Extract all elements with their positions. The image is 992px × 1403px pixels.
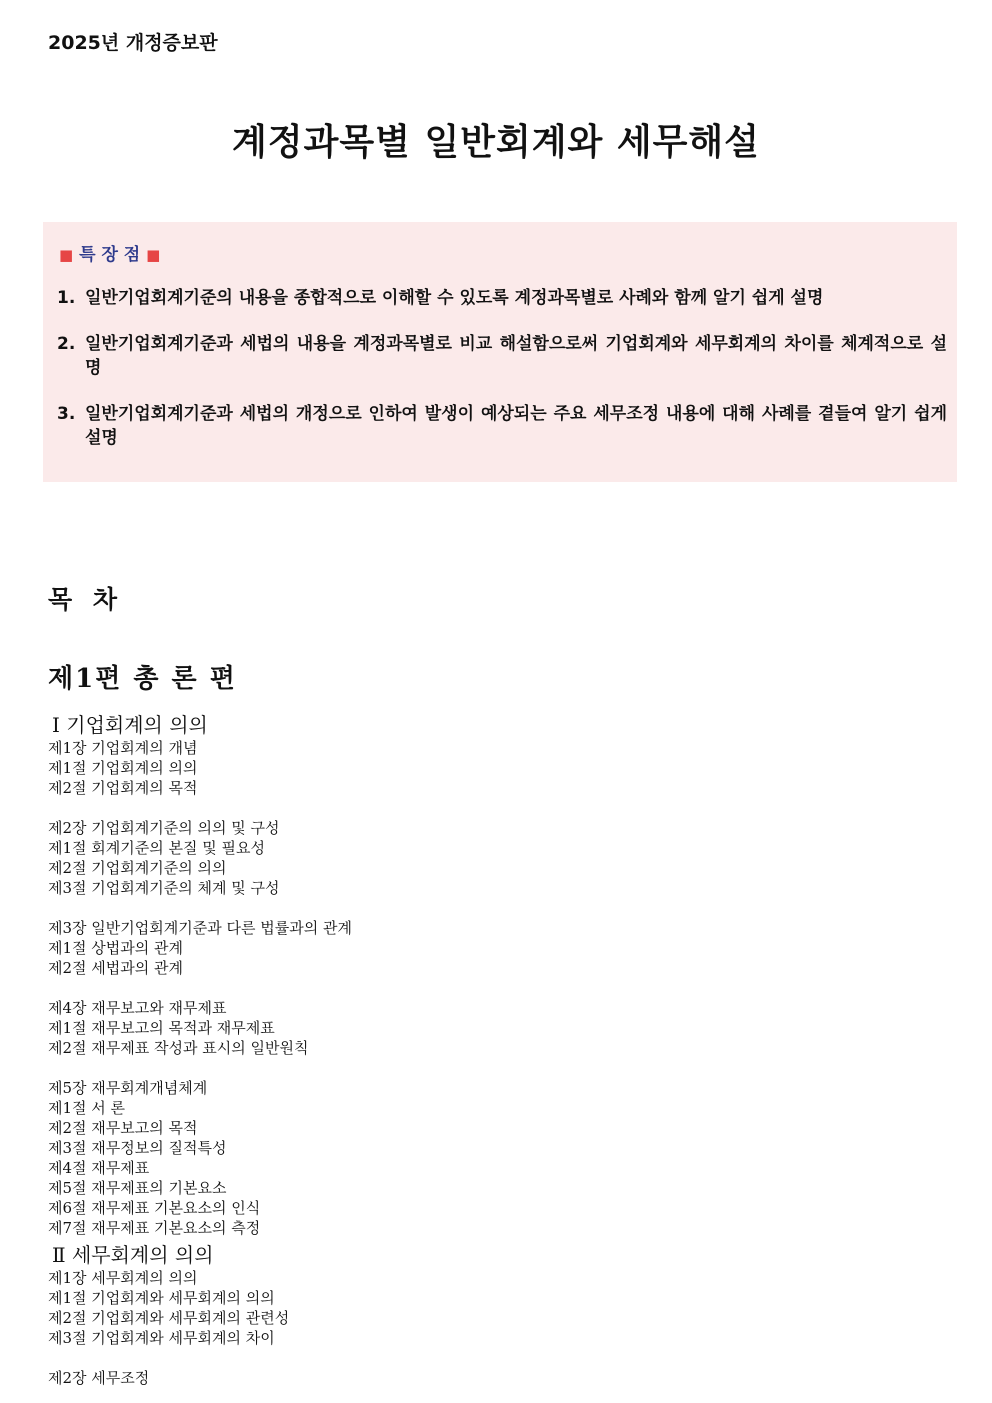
toc-entry: 제2절 기업회계의 목적 bbox=[48, 779, 198, 797]
toc-entry: 제3절 기업회계기준의 체계 및 구성 bbox=[48, 879, 280, 897]
toc-heading: 목 차 bbox=[48, 585, 124, 614]
features-heading bbox=[59, 240, 160, 265]
toc-entry: 제1절 기업회계의 의의 bbox=[48, 759, 198, 777]
feature-number: 1. bbox=[57, 288, 76, 308]
section-1-entries bbox=[48, 738, 948, 1238]
feature-item bbox=[57, 332, 947, 380]
feature-text: 일반기업회계기준의 내용을 종합적으로 이해할 수 있도록 계정과목별로 사례와 함께 알기 쉽게 설명 bbox=[85, 288, 824, 308]
features-heading-text: 특 장 점 bbox=[79, 245, 141, 265]
toc-entry: 제2절 재무제표 작성과 표시의 일반원칙 bbox=[48, 1039, 309, 1057]
toc-entry: 제2장 세무조정 bbox=[48, 1369, 150, 1387]
toc-spacer bbox=[48, 898, 948, 918]
part-heading: 제1편 총 론 편 bbox=[48, 664, 237, 694]
features-box bbox=[43, 222, 957, 482]
toc-entry: 제1절 상법과의 관계 bbox=[48, 939, 184, 957]
feature-number: 2. bbox=[57, 334, 76, 354]
feature-number: 3. bbox=[57, 404, 76, 424]
feature-item bbox=[57, 402, 947, 450]
toc-entry: 제4장 재무보고와 재무제표 bbox=[48, 999, 227, 1017]
toc-entry: 제3절 기업회계와 세무회계의 차이 bbox=[48, 1329, 275, 1347]
square-marker-icon: ■ bbox=[59, 246, 74, 264]
toc-entry: 제5절 재무제표의 기본요소 bbox=[48, 1179, 227, 1197]
toc-spacer bbox=[48, 978, 948, 998]
toc-entry: 제3장 일반기업회계기준과 다른 법률과의 관계 bbox=[48, 919, 352, 937]
toc-entry: 제2절 기업회계와 세무회계의 관련성 bbox=[48, 1309, 290, 1327]
edition-label: 2025년 개정증보판 bbox=[48, 32, 218, 54]
toc-entry: 제1장 세무회계의 의의 bbox=[48, 1269, 198, 1287]
feature-item bbox=[57, 286, 947, 310]
toc-spacer bbox=[48, 1348, 948, 1368]
toc-entry: 제3절 재무정보의 질적특성 bbox=[48, 1139, 227, 1157]
toc-entry: 제2절 세법과의 관계 bbox=[48, 959, 184, 977]
feature-text: 일반기업회계기준과 세법의 내용을 계정과목별로 비교 해설함으로써 기업회계와 세무회계의 차이를 체계적으로 설명 bbox=[85, 334, 947, 378]
toc-entry: 제4절 재무제표 bbox=[48, 1159, 150, 1177]
document-title: 계정과목별 일반회계와 세무해설 bbox=[232, 122, 760, 163]
section-2-entries bbox=[48, 1268, 948, 1388]
toc-entry: 제2절 재무보고의 목적 bbox=[48, 1119, 198, 1137]
toc-entry: 제1장 기업회계의 개념 bbox=[48, 739, 198, 757]
toc-entry: 제1절 기업회계와 세무회계의 의의 bbox=[48, 1289, 275, 1307]
section-title: Ⅰ 기업회계의 의의 bbox=[52, 713, 208, 737]
toc-entry: 제2장 기업회계기준의 의의 및 구성 bbox=[48, 819, 280, 837]
table-of-contents bbox=[48, 712, 948, 1388]
feature-text: 일반기업회계기준과 세법의 개정으로 인하여 발생이 예상되는 주요 세무조정 내용에 대해 사례를 곁들여 알기 쉽게 설명 bbox=[85, 404, 947, 448]
toc-entry: 제7절 재무제표 기본요소의 측정 bbox=[48, 1219, 261, 1237]
toc-spacer bbox=[48, 798, 948, 818]
toc-spacer bbox=[48, 1058, 948, 1078]
section-title: Ⅱ 세무회계의 의의 bbox=[52, 1243, 214, 1267]
toc-entry: 제1절 서 론 bbox=[48, 1099, 126, 1117]
toc-entry: 제5장 재무회계개념체계 bbox=[48, 1079, 208, 1097]
features-list bbox=[57, 286, 947, 472]
toc-entry: 제1절 회계기준의 본질 및 필요성 bbox=[48, 839, 265, 857]
toc-entry: 제1절 재무보고의 목적과 재무제표 bbox=[48, 1019, 275, 1037]
toc-entry: 제6절 재무제표 기본요소의 인식 bbox=[48, 1199, 261, 1217]
square-marker-icon: ■ bbox=[146, 246, 161, 264]
toc-entry: 제2절 기업회계기준의 의의 bbox=[48, 859, 227, 877]
